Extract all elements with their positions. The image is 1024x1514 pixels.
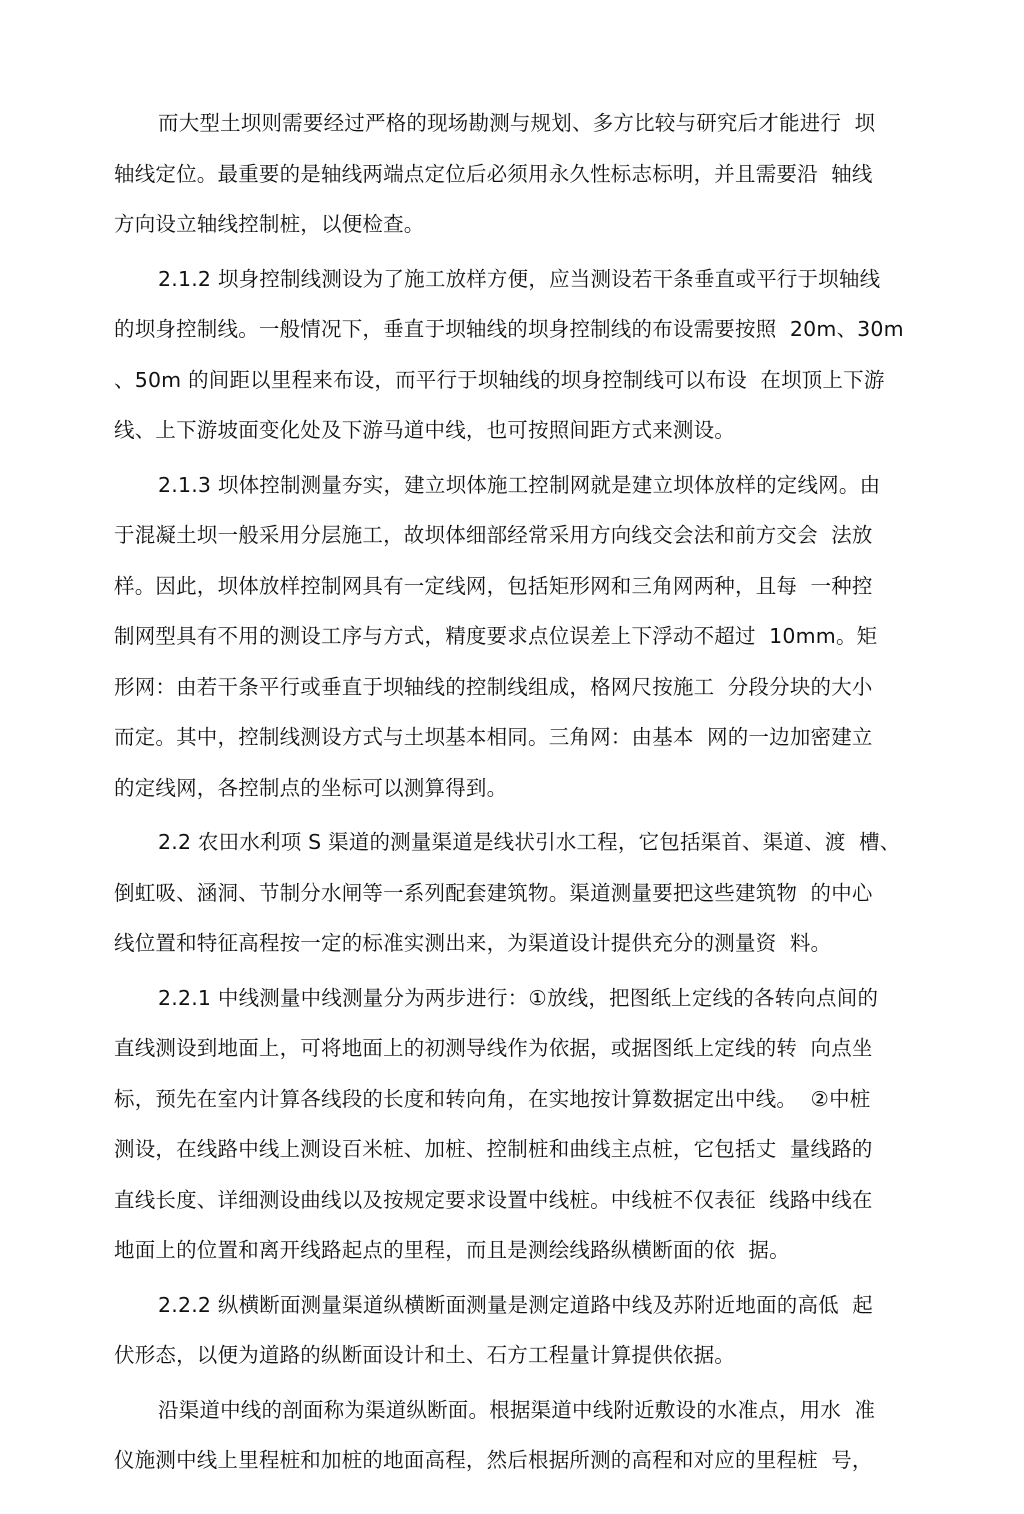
paragraph-2-2 [114, 817, 914, 969]
paragraph-dam-axis [114, 98, 914, 250]
paragraph-2-1-3 [114, 460, 914, 814]
paragraph-longitudinal-section [114, 1385, 914, 1486]
text-line: 仪施测中线上里程桩和加桩的地面高程，然后根据所测的高程和对应的里程桩 号， [114, 1448, 873, 1472]
text-line: 形网：由若干条平行或垂直于坝轴线的控制线组成，格网尺按施工 分段分块的大小 [114, 674, 873, 699]
paragraph-2-2-2 [114, 1280, 914, 1381]
paragraph-2-2-1 [114, 973, 914, 1276]
text-line: 于混凝土坝一般采用分层施工，故坝体细部经常采用方向线交会法和前方交会 法放 [114, 523, 873, 547]
text-line: 2.2 农田水利项 S 渠道的测量渠道是线状引水工程，它包括渠首、渠道、渡 槽、 [158, 830, 901, 854]
text-line: 的定线网，各控制点的坐标可以测算得到。 [114, 775, 508, 800]
text-line: 倒虹吸、涵洞、节制分水闸等一系列配套建筑物。渠道测量要把这些建筑物 的中心 [114, 880, 873, 905]
text-line: 而定。其中，控制线测设方式与土坝基本相同。三角网：由基本 网的一边加密建立 [114, 725, 873, 749]
text-line: 沿渠道中线的剖面称为渠道纵断面。根据渠道中线附近敷设的水准点，用水 准 [158, 1397, 876, 1422]
text-line: 直线长度、详细测设曲线以及按规定要求设置中线桩。中线桩不仅表征 线路中线在 [114, 1187, 873, 1212]
text-line: 方向设立轴线控制桩，以便检查。 [114, 212, 425, 236]
text-line: 、50m 的间距以里程来布设，而平行于坝轴线的坝身控制线可以布设 在坝顶上下游 [114, 367, 885, 392]
text-line: 样。因此，坝体放样控制网具有一定线网，包括矩形网和三角网两种，且每 一种控 [114, 573, 873, 598]
text-line: 轴线定位。最重要的是轴线两端点定位后必须用永久性标志标明，并且需要沿 轴线 [114, 161, 873, 186]
paragraph-2-1-2 [114, 254, 914, 456]
text-line: 2.2.1 中线测量中线测量分为两步进行：①放线，把图纸上定线的各转向点间的 [158, 985, 879, 1010]
text-line: 地面上的位置和离开线路起点的里程，而且是测绘线路纵横断面的依 据。 [114, 1238, 790, 1262]
text-line: 标，预先在室内计算各线段的长度和转向角，在实地按计算数据定出中线。 ②中桩 [114, 1086, 871, 1111]
text-line: 2.1.3 坝体控制测量夯实，建立坝体施工控制网就是建立坝体放样的定线网。由 [158, 472, 881, 497]
text-line: 制网型具有不用的测设工序与方式，精度要求点位误差上下浮动不超过 10mm。矩 [114, 624, 878, 648]
text-line: 2.1.2 坝身控制线测设为了施工放样方便，应当测设若干条垂直或平行于坝轴线 [158, 266, 881, 291]
text-line: 2.2.2 纵横断面测量渠道纵横断面测量是测定道路中线及苏附近地面的高低 起 [158, 1292, 874, 1317]
text-line: 线位置和特征高程按一定的标准实测出来，为渠道设计提供充分的测量资 料。 [114, 931, 832, 955]
text-line: 线、上下游坡面变化处及下游马道中线，也可按照间距方式来测设。 [114, 418, 735, 442]
text-line: 而大型土坝则需要经过严格的现场勘测与规划、多方比较与研究后才能进行 坝 [158, 111, 876, 135]
text-line: 测设，在线路中线上测设百米桩、加桩、控制桩和曲线主点桩，它包括丈 量线路的 [114, 1137, 873, 1161]
document-body [114, 98, 914, 1490]
text-line: 直线测设到地面上，可将地面上的初测导线作为依据，或据图纸上定线的转 向点坐 [114, 1036, 873, 1060]
text-line: 的坝身控制线。一般情况下，垂直于坝轴线的坝身控制线的布设需要按照 20m、30m [114, 317, 904, 341]
text-line: 伏形态，以便为道路的纵断面设计和土、石方工程量计算提供依据。 [114, 1343, 735, 1367]
